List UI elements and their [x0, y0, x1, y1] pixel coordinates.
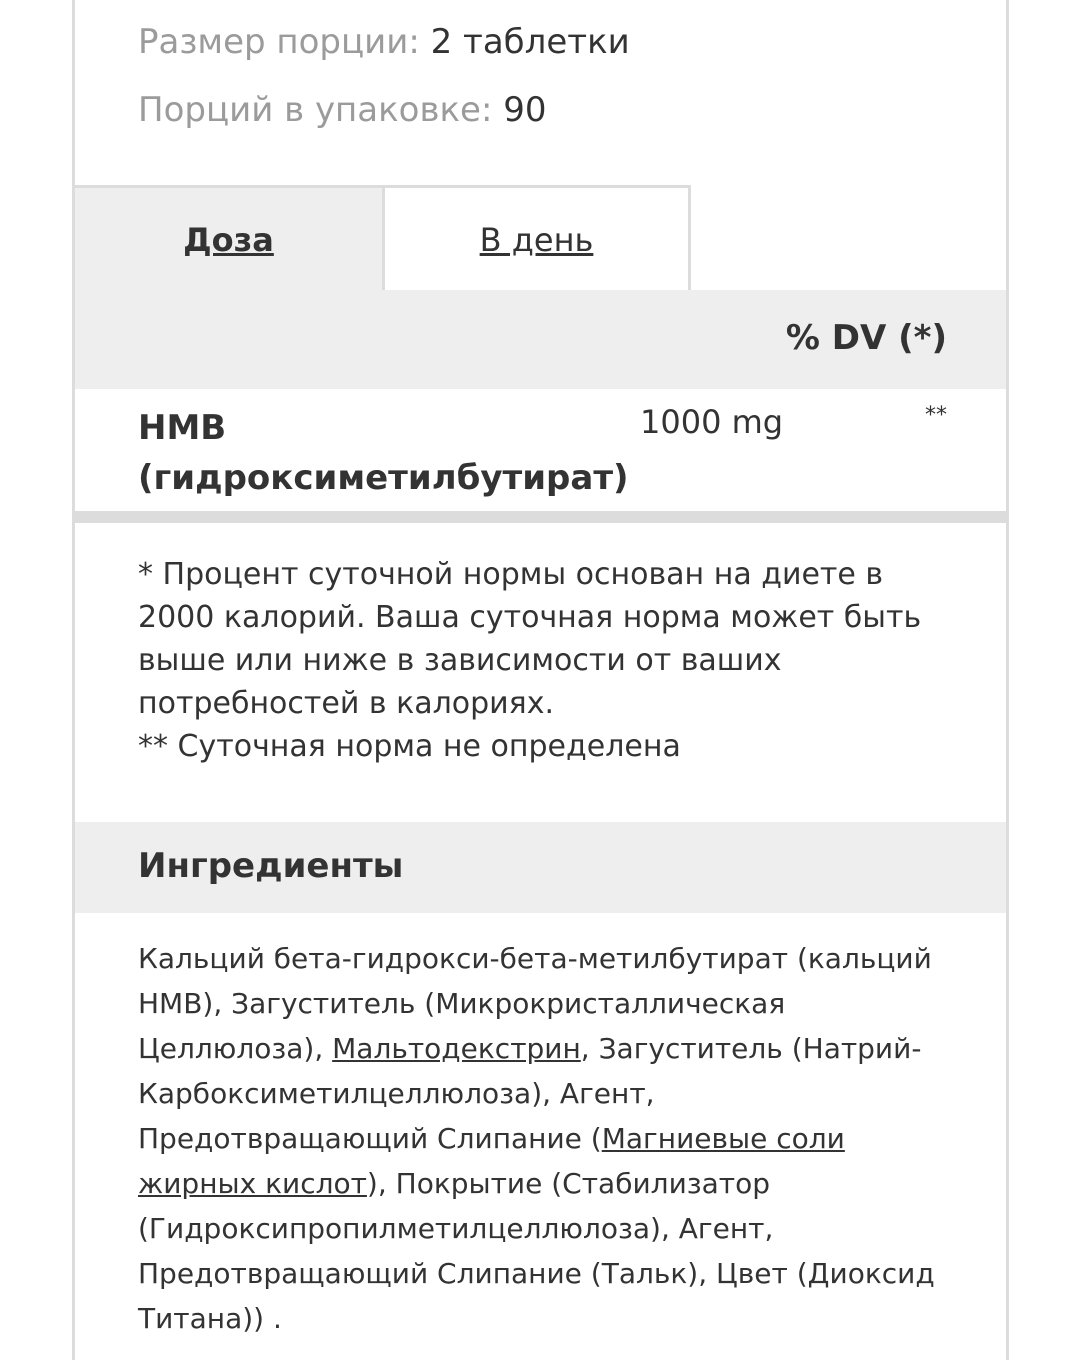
- nutrient-name: HMB (гидроксиметилбутират): [138, 408, 629, 498]
- table-row: [75, 389, 1006, 511]
- ingredients-text-part-2: , Загуститель (Натрий-Карбоксиметилцеллюлоза), Агент, Предотвращающий Слипание (: [138, 1032, 922, 1155]
- maltodextrin-link[interactable]: Мальтодекстрин: [332, 1032, 581, 1065]
- ingredients-title: Ингредиенты: [138, 846, 404, 886]
- tab-dose-label: Доза: [183, 220, 274, 259]
- table-header: [75, 290, 1006, 389]
- ingredients-text-part-3: ), Покрытие (Стабилизатор (Гидроксипропилметилцеллюлоза), Агент, Предотвращающий Слипание (Тальк), Цвет (Диоксид Титана)) .: [138, 1167, 935, 1335]
- serving-size: [138, 22, 630, 62]
- nutrient-amount: 1000 mg: [640, 403, 784, 441]
- tab-dose[interactable]: [75, 185, 382, 291]
- tab-per-day[interactable]: [382, 185, 691, 291]
- ingredients-text-part-1: Кальций бета-гидрокси-бета-метилбутират (кальций HMB), Загуститель (Микрокристаллическая Целлюлоза),: [138, 942, 932, 1065]
- table-divider: [75, 511, 1006, 523]
- footnotes: [138, 553, 958, 768]
- ingredients-text: [138, 936, 948, 1341]
- servings-per-container-label: Порций в упаковке:: [138, 90, 493, 130]
- dose-tabs: [75, 185, 1006, 291]
- servings-per-container-value: 90: [503, 90, 547, 130]
- magnesium-salts-link[interactable]: Магниевые соли жирных кислот: [138, 1122, 845, 1200]
- servings-per-container: [138, 90, 547, 130]
- tab-per-day-label: В день: [479, 220, 594, 259]
- footnote-not-established: ** Суточная норма не определена: [138, 729, 681, 764]
- supplement-facts-panel: [72, 0, 1009, 1360]
- footnote-daily-value: * Процент суточной нормы основан на диете в 2000 калорий. Ваша суточная норма может быть выше или ниже в зависимости от ваших потребностей в калориях.: [138, 557, 922, 721]
- serving-size-label: Размер порции:: [138, 22, 420, 62]
- dv-column-header: % DV (*): [785, 318, 947, 358]
- nutrient-dv: **: [925, 403, 947, 428]
- ingredients-header: [75, 822, 1006, 913]
- serving-size-value: 2 таблетки: [430, 22, 630, 62]
